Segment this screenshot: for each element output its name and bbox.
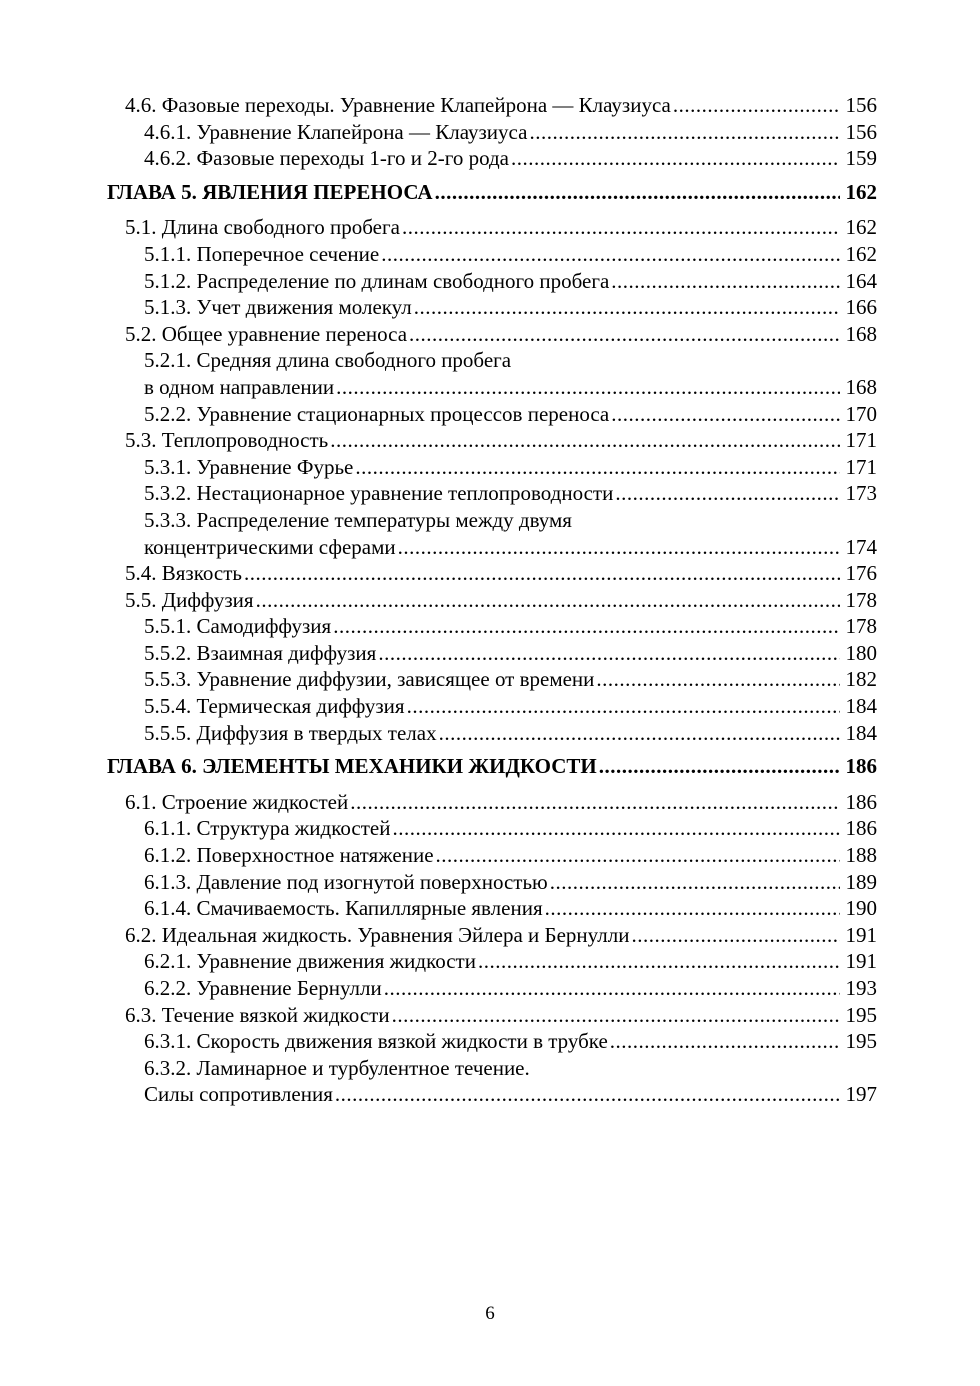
- toc-entry: [107, 374, 877, 401]
- toc-entry: [107, 789, 877, 816]
- toc-entry: [107, 454, 877, 481]
- dot-leader: [615, 480, 839, 507]
- entry-page-number: 193: [845, 976, 877, 1000]
- entry-title: 5.1. Длина свободного пробега: [125, 215, 400, 240]
- toc-entry: [107, 1002, 877, 1029]
- dot-leader: [350, 789, 839, 816]
- dot-leader: [599, 753, 840, 780]
- entry-title: 5.5.2. Взаимная диффузия: [144, 640, 377, 665]
- entry-title: 5.3.3. Распределение температуры между двумя: [144, 507, 572, 532]
- entry-page-number: 164: [845, 268, 877, 293]
- toc-entry: [107, 401, 877, 428]
- dot-leader: [550, 869, 840, 896]
- entry-page-number: 197: [845, 1082, 877, 1107]
- toc-entry: [107, 666, 877, 693]
- toc-entry: [107, 145, 877, 172]
- toc-entry: [107, 427, 877, 454]
- entry-page-number: 171: [845, 454, 877, 479]
- toc-entry: [107, 975, 877, 1002]
- entry-title: 5.2.2. Уравнение стационарных процессов переноса: [144, 401, 610, 426]
- dot-leader: [439, 720, 840, 747]
- dot-leader: [611, 401, 839, 428]
- entry-title: 5.1.1. Поперечное сечение: [144, 241, 380, 266]
- toc-entry: [107, 922, 877, 949]
- toc-entry: [107, 842, 877, 869]
- entry-title: 5.3.1. Уравнение Фурье: [144, 454, 354, 479]
- entry-page-number: 186: [845, 754, 877, 779]
- entry-title: 5.1.2. Распределение по длинам свободного пробега: [144, 268, 610, 293]
- toc-entry: [107, 294, 877, 321]
- entry-title: ГЛАВА 5. ЯВЛЕНИЯ ПЕРЕНОСА: [107, 179, 433, 204]
- entry-page-number: 174: [845, 534, 877, 559]
- entry-title: 5.2.1. Средняя длина свободного пробега: [144, 348, 512, 373]
- entry-title: 6.1.4. Смачиваемость. Капиллярные явления: [144, 896, 543, 921]
- toc-entry: [107, 1028, 877, 1055]
- toc-entry: [107, 321, 877, 348]
- entry-page-number: 191: [845, 949, 877, 974]
- entry-page-number: 188: [845, 843, 877, 868]
- chapter-entry: [107, 753, 877, 780]
- entry-title: 6.1. Строение жидкостей: [125, 789, 349, 814]
- entry-page-number: 195: [845, 1002, 877, 1027]
- toc-entry: [107, 869, 877, 896]
- toc-entry: [107, 693, 877, 720]
- toc-entry: [107, 480, 877, 507]
- entry-title: 6.3. Течение вязкой жидкости: [125, 1002, 390, 1027]
- entry-title: 5.2. Общее уравнение переноса: [125, 321, 408, 346]
- entry-title: 6.3.2. Ламинарное и турбулентное течение.: [144, 1055, 530, 1080]
- dot-leader: [511, 145, 840, 172]
- dot-leader: [611, 268, 839, 295]
- dot-leader: [478, 948, 840, 975]
- toc-entry: [107, 241, 877, 268]
- entry-title: 5.4. Вязкость: [125, 561, 242, 586]
- entry-title: 6.1.1. Структура жидкостей: [144, 816, 391, 841]
- entry-title: 6.2. Идеальная жидкость. Уравнения Эйлера и Бернулли: [125, 922, 630, 947]
- toc-entry: [107, 268, 877, 295]
- entry-title: ГЛАВА 6. ЭЛЕМЕНТЫ МЕХАНИКИ ЖИДКОСТИ: [107, 754, 597, 779]
- toc-entry: [107, 92, 877, 119]
- entry-page-number: 191: [845, 922, 877, 947]
- entry-title: 5.5.3. Уравнение диффузии, зависящее от времени: [144, 667, 595, 692]
- dot-leader: [333, 613, 839, 640]
- entry-page-number: 159: [845, 146, 877, 171]
- entry-title: 4.6.2. Фазовые переходы 1-го и 2-го рода: [144, 146, 509, 171]
- dot-leader: [631, 922, 839, 949]
- dot-leader: [596, 666, 839, 693]
- entry-page-number: 186: [845, 816, 877, 841]
- toc-entry: [107, 587, 877, 614]
- entry-page-number: 170: [845, 401, 877, 426]
- entry-page-number: 162: [845, 241, 877, 266]
- entry-page-number: 178: [845, 587, 877, 612]
- toc-entry: [107, 534, 877, 561]
- entry-title: 6.1.3. Давление под изогнутой поверхностью: [144, 869, 548, 894]
- entry-page-number: 176: [845, 561, 877, 586]
- dot-leader: [529, 119, 839, 146]
- dot-leader: [336, 374, 839, 401]
- dot-leader: [381, 241, 839, 268]
- entry-page-number: 184: [845, 720, 877, 745]
- toc-entry: [107, 119, 877, 146]
- entry-title: 5.5.4. Термическая диффузия: [144, 694, 405, 719]
- entry-title: Силы сопротивления: [144, 1082, 333, 1107]
- dot-leader: [378, 640, 839, 667]
- entry-title: 6.1.2. Поверхностное натяжение: [144, 843, 434, 868]
- entry-page-number: 186: [845, 789, 877, 814]
- dot-leader: [335, 1081, 840, 1108]
- entry-title: 6.2.1. Уравнение движения жидкости: [144, 949, 476, 974]
- dot-leader: [355, 454, 839, 481]
- entry-title: 5.1.3. Учет движения молекул: [144, 295, 412, 320]
- toc-entry: [107, 1081, 877, 1108]
- dot-leader: [256, 587, 840, 614]
- dot-leader: [407, 693, 840, 720]
- toc-entry: [107, 347, 877, 374]
- toc-entry: [107, 560, 877, 587]
- page-number: 6: [485, 1303, 495, 1324]
- entry-page-number: 180: [845, 640, 877, 665]
- entry-page-number: 168: [845, 321, 877, 346]
- dot-leader: [330, 427, 839, 454]
- entry-page-number: 162: [845, 215, 877, 240]
- dot-leader: [436, 842, 840, 869]
- entry-page-number: 168: [845, 374, 877, 399]
- dot-leader: [435, 179, 840, 206]
- toc-entry: [107, 640, 877, 667]
- toc-entry: [107, 815, 877, 842]
- entry-title: 4.6. Фазовые переходы. Уравнение Клапейрона — Клаузиуса: [125, 93, 671, 117]
- entry-page-number: 178: [845, 614, 877, 639]
- dot-leader: [414, 294, 840, 321]
- toc-entry: [107, 613, 877, 640]
- dot-leader: [409, 321, 839, 348]
- dot-leader: [392, 815, 839, 842]
- entry-page-number: 184: [845, 694, 877, 719]
- entry-title: 4.6.1. Уравнение Клапейрона — Клаузиуса: [144, 119, 528, 144]
- dot-leader: [392, 1002, 840, 1029]
- entry-title: в одном направлении: [144, 374, 335, 399]
- entry-title: 5.3.2. Нестационарное уравнение теплопроводности: [144, 481, 614, 506]
- dot-leader: [610, 1028, 840, 1055]
- toc-entry: [107, 895, 877, 922]
- toc-entry: [107, 720, 877, 747]
- dot-leader: [673, 92, 840, 119]
- entry-page-number: 162: [845, 179, 877, 204]
- entry-page-number: 156: [845, 119, 877, 144]
- entry-title: 5.5.5. Диффузия в твердых телах: [144, 720, 437, 745]
- entry-page-number: 190: [845, 896, 877, 921]
- toc-entry: [107, 948, 877, 975]
- entry-title: 5.5.1. Самодиффузия: [144, 614, 332, 639]
- dot-leader: [398, 534, 840, 561]
- toc-entry: [107, 1055, 877, 1082]
- entry-title: 5.3. Теплопроводность: [125, 428, 329, 453]
- table-of-contents: [107, 92, 877, 1108]
- entry-page-number: 156: [845, 93, 877, 117]
- toc-entry: [107, 214, 877, 241]
- entry-page-number: 173: [845, 481, 877, 506]
- chapter-entry: [107, 179, 877, 206]
- entry-page-number: 166: [845, 295, 877, 320]
- entry-title: 6.3.1. Скорость движения вязкой жидкости в трубке: [144, 1029, 608, 1054]
- dot-leader: [545, 895, 840, 922]
- dot-leader: [384, 975, 840, 1002]
- toc-entry: [107, 507, 877, 534]
- entry-title: 6.2.2. Уравнение Бернулли: [144, 976, 382, 1000]
- dot-leader: [402, 214, 840, 241]
- entry-page-number: 195: [845, 1029, 877, 1054]
- entry-page-number: 182: [845, 667, 877, 692]
- entry-title: концентрическими сферами: [144, 534, 396, 559]
- entry-title: 5.5. Диффузия: [125, 587, 254, 612]
- entry-page-number: 171: [845, 428, 877, 453]
- entry-page-number: 189: [845, 869, 877, 894]
- dot-leader: [244, 560, 840, 587]
